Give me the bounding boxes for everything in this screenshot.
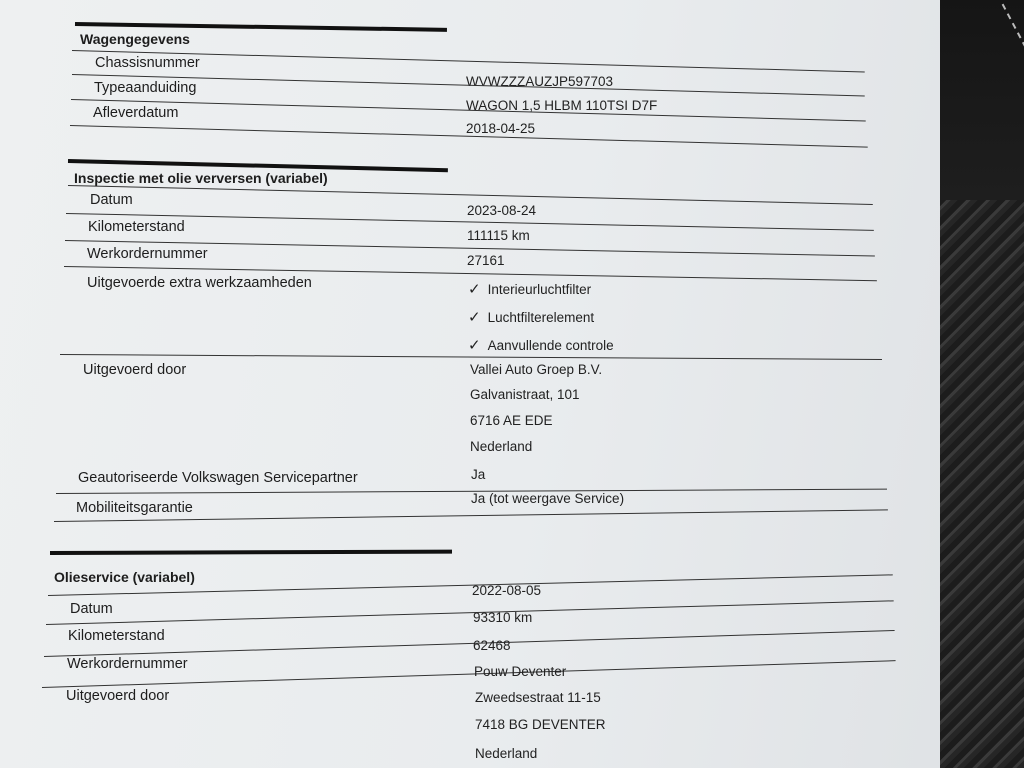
label-afleverdatum: Afleverdatum bbox=[93, 105, 179, 121]
door-line: Zweedsestraat 11-15 bbox=[475, 690, 601, 705]
label-werkordernummer: Werkordernummer bbox=[87, 246, 208, 262]
value-werkordernummer: 27161 bbox=[467, 253, 505, 268]
door-line: 7418 BG DEVENTER bbox=[475, 717, 606, 732]
label-olie-datum: Datum bbox=[70, 601, 113, 617]
label-kilometerstand: Kilometerstand bbox=[88, 219, 185, 235]
value-servicepartner: Ja bbox=[471, 467, 486, 482]
label-chassisnummer: Chassisnummer bbox=[95, 55, 200, 71]
section-bar bbox=[50, 550, 452, 555]
value-kilometerstand: 111115 km bbox=[467, 228, 530, 243]
label-uitgevoerd-door: Uitgevoerd door bbox=[83, 362, 187, 378]
label-olie-werkordernummer: Werkordernummer bbox=[67, 656, 188, 672]
label-olie-uitgevoerd-door: Uitgevoerd door bbox=[66, 688, 170, 704]
label-olie-kilometerstand: Kilometerstand bbox=[68, 628, 165, 644]
door-line: 6716 AE EDE bbox=[470, 413, 553, 428]
value-afleverdatum: 2018-04-25 bbox=[466, 121, 536, 136]
checkmark-icon: ✓ bbox=[468, 281, 481, 298]
extra-item: ✓ Luchtfilterelement bbox=[468, 309, 595, 326]
extra-item: ✓ Interieurluchtfilter bbox=[468, 281, 592, 298]
checkmark-icon: ✓ bbox=[468, 337, 481, 354]
checkmark-icon: ✓ bbox=[468, 309, 481, 326]
row-divider bbox=[60, 354, 882, 360]
row-divider bbox=[46, 600, 894, 625]
door-line: Pouw Deventer bbox=[474, 664, 567, 679]
extra-item: ✓ Aanvullende controle bbox=[468, 337, 614, 354]
value-olie-werkordernummer: 62468 bbox=[473, 638, 511, 653]
door-line: Nederland bbox=[475, 746, 538, 761]
door-line: Galvanistraat, 101 bbox=[470, 387, 580, 402]
value-olie-datum: 2022-08-05 bbox=[472, 583, 542, 598]
label-datum: Datum bbox=[90, 192, 133, 208]
value-chassisnummer: WVWZZZAUZJP597703 bbox=[466, 74, 614, 89]
door-line: Vallei Auto Groep B.V. bbox=[470, 362, 603, 377]
label-typeaanduiding: Typeaanduiding bbox=[94, 80, 197, 96]
section-title-inspectie: Inspectie met olie verversen (variabel) bbox=[74, 170, 328, 186]
row-divider bbox=[44, 630, 895, 657]
label-servicepartner: Geautoriseerde Volkswagen Servicepartner bbox=[78, 470, 358, 486]
label-mobiliteitsgarantie: Mobiliteitsgarantie bbox=[76, 500, 193, 516]
section-title-wagengegevens: Wagengegevens bbox=[80, 31, 190, 47]
value-datum: 2023-08-24 bbox=[467, 203, 537, 218]
value-mobiliteitsgarantie: Ja (tot weergave Service) bbox=[471, 491, 625, 506]
value-typeaanduiding: WAGON 1,5 HLBM 110TSI D7F bbox=[466, 98, 658, 113]
section-title-olieservice: Olieservice (variabel) bbox=[54, 569, 195, 585]
row-divider bbox=[68, 185, 873, 205]
value-olie-kilometerstand: 93310 km bbox=[473, 610, 533, 625]
label-extra-werkzaamheden: Uitgevoerde extra werkzaamheden bbox=[87, 275, 312, 291]
door-line: Nederland bbox=[470, 439, 533, 454]
